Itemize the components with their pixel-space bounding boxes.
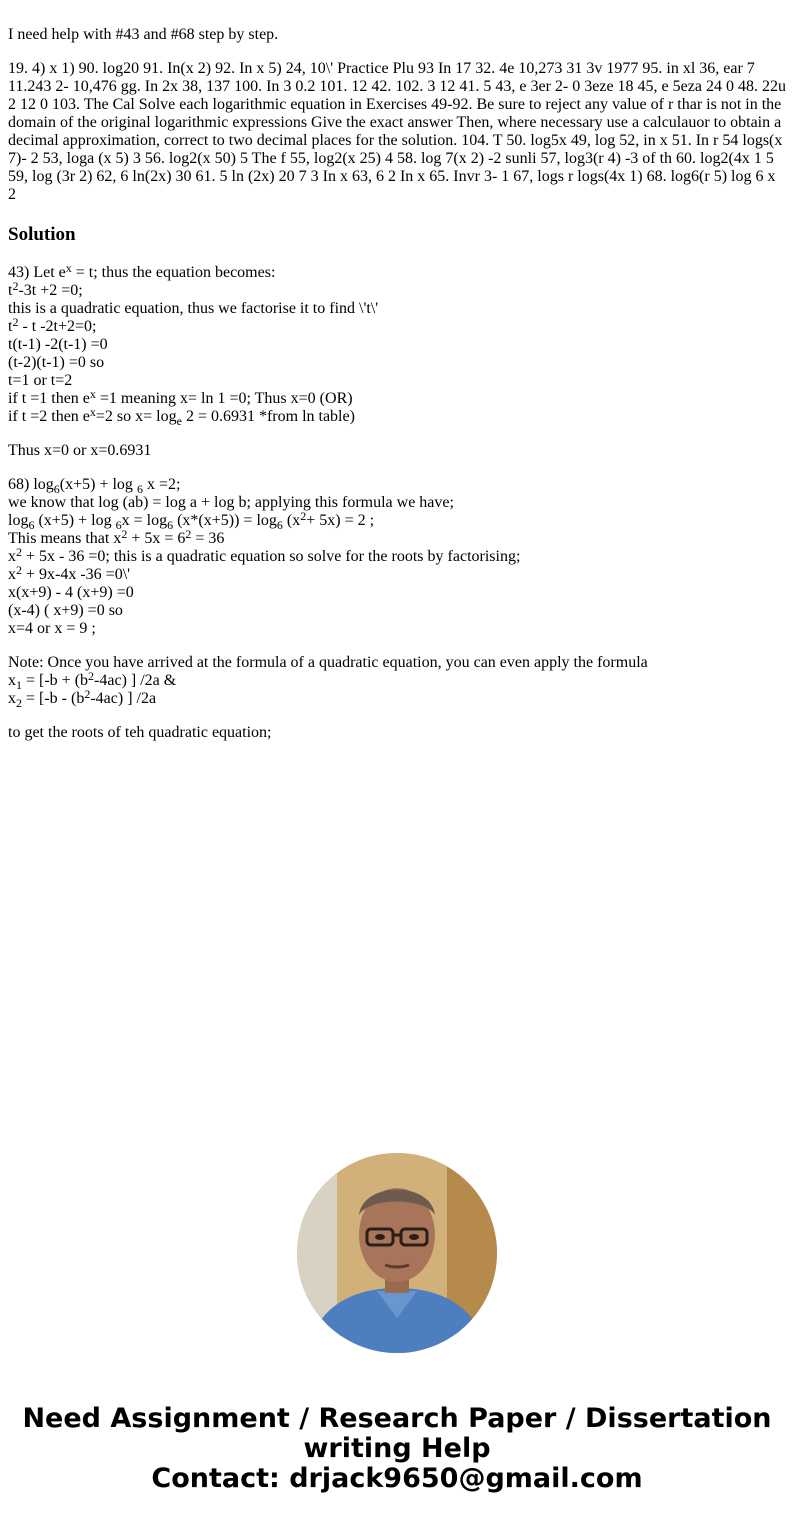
s43-line: (t-2)(t-1) =0 so [8, 354, 105, 371]
note [8, 654, 786, 742]
note-line: $x_1 = [-b + (b^2-4ac)$ ] /2a & [8, 669, 177, 692]
note-line: $x_2 = [-b - (b^2-4ac)$ ] /2a [8, 687, 157, 710]
s43-line: 43) Let $e^x = t$; thus the equation becomes: [8, 261, 276, 281]
s68-line: we know that log (ab) = log a + log b; applying this formula we have; [8, 494, 454, 511]
portrait-image [297, 1153, 497, 1353]
s68-line: x=4 or x = 9 ; [8, 620, 96, 637]
solution-43 [8, 261, 786, 476]
s43-conclusion: Thus x=0 or x=0.6931 [8, 442, 152, 459]
s43-line: $t^2-3t +2 =0$; [8, 279, 83, 299]
note-line: to get the roots of teh quadratic equation; [8, 724, 272, 741]
promo-line: Need Assignment / Research Paper / Dissertation [22, 1403, 772, 1434]
s43-line: t=1 or t=2 [8, 372, 73, 389]
s43-line: $t^2$ - t -2t+2=0; [8, 315, 97, 335]
s68-line: 68) $\log_6(x+5) + \log _6$ x =2; [8, 476, 181, 496]
note-line: Note: Once you have arrived at the formula of a quadratic equation, you can even apply the formula [8, 654, 648, 671]
s68-line: $x^2 + 9x-4x$ -36 =0\' [8, 563, 131, 583]
question-body: 19. 4) x 1) 90. log20 91. In(x 2) 92. In x 5) 24, 10\' Practice Plu 93 In 17 32. 4e 10,273 31 3v 1977 95. in xl 36, ear 7 11.243 2- 10,476 gg. In 2x 38, 137 100. In 3 0.2 101. 12 42. 102. 3 12 41. 5 43, e 3er 2- 0 3eze 18 45, e 5eza 24 0 48. 22u 2 12 0 103. The Cal Solve each logarithmic equation in Exercises 49-92. Be sure to reject any value of r thar is not in the domain of the original logarithmic expressions Give the exact answer Then, where necessary use a calculauor to obtain a decimal approximation, correct to two decimal places for the solution. 104. T 50. log5x 49, log 52, in x 51. In r 54 logs(x 7)- 2 53, loga (x 5) 3 56. log2(x 50) 5 The f 55, log2(x 25) 4 58. log 7(x 2) -2 sunli 57, log3(r 4) -3 of th 60. log2(4x 1 5 59, log (3r 2) 62, 6 ln(2x) 30 61. 5 ln (2x) 20 7 3 In x 63, 6 2 In x 65. Invr 3- 1 67, logs r logs(4x 1) 68. log6(r 5) log 6 x 2 [8, 60, 786, 203]
main-content [8, 0, 786, 742]
s68-line: $x^2 + 5x - 36 =0$; this is a quadratic equation so solve for the roots by factorising; [8, 545, 521, 565]
promo-banner [0, 1404, 794, 1494]
s43-line: t(t-1) -2(t-1) =0 [8, 336, 108, 353]
promo-line: writing Help [303, 1433, 491, 1464]
s68-line: (x-4) ( x+9) =0 so [8, 602, 123, 619]
s68-line: x(x+9) - 4 (x+9) =0 [8, 584, 134, 601]
s43-line: this is a quadratic equation, thus we factorise it to find \'t\' [8, 300, 379, 317]
tutor-photo [297, 1153, 497, 1353]
promo-contact: Contact: drjack9650@gmail.com [151, 1463, 643, 1494]
solution-68 [8, 476, 786, 654]
s68-line: $\log_6 (x+5) + \log _6x = \log_6 (x*(x+5)) = \log_6 (x^2+ 5x) = 2$ ; [8, 509, 375, 532]
question-intro: I need help with #43 and #68 step by step. [8, 26, 279, 43]
s68-line: This means that $x^2 + 5x = 6^2 = 36$ [8, 527, 225, 547]
solution-heading: Solution [8, 224, 76, 245]
s43-line: if t =1 then $e^x =1$ meaning x= ln 1 =0; Thus x=0 (OR) [8, 387, 353, 407]
s43-line: if t =2 then $e^x=2$ so $x= \log_e 2 = 0.6931$ *from ln table) [8, 405, 355, 428]
